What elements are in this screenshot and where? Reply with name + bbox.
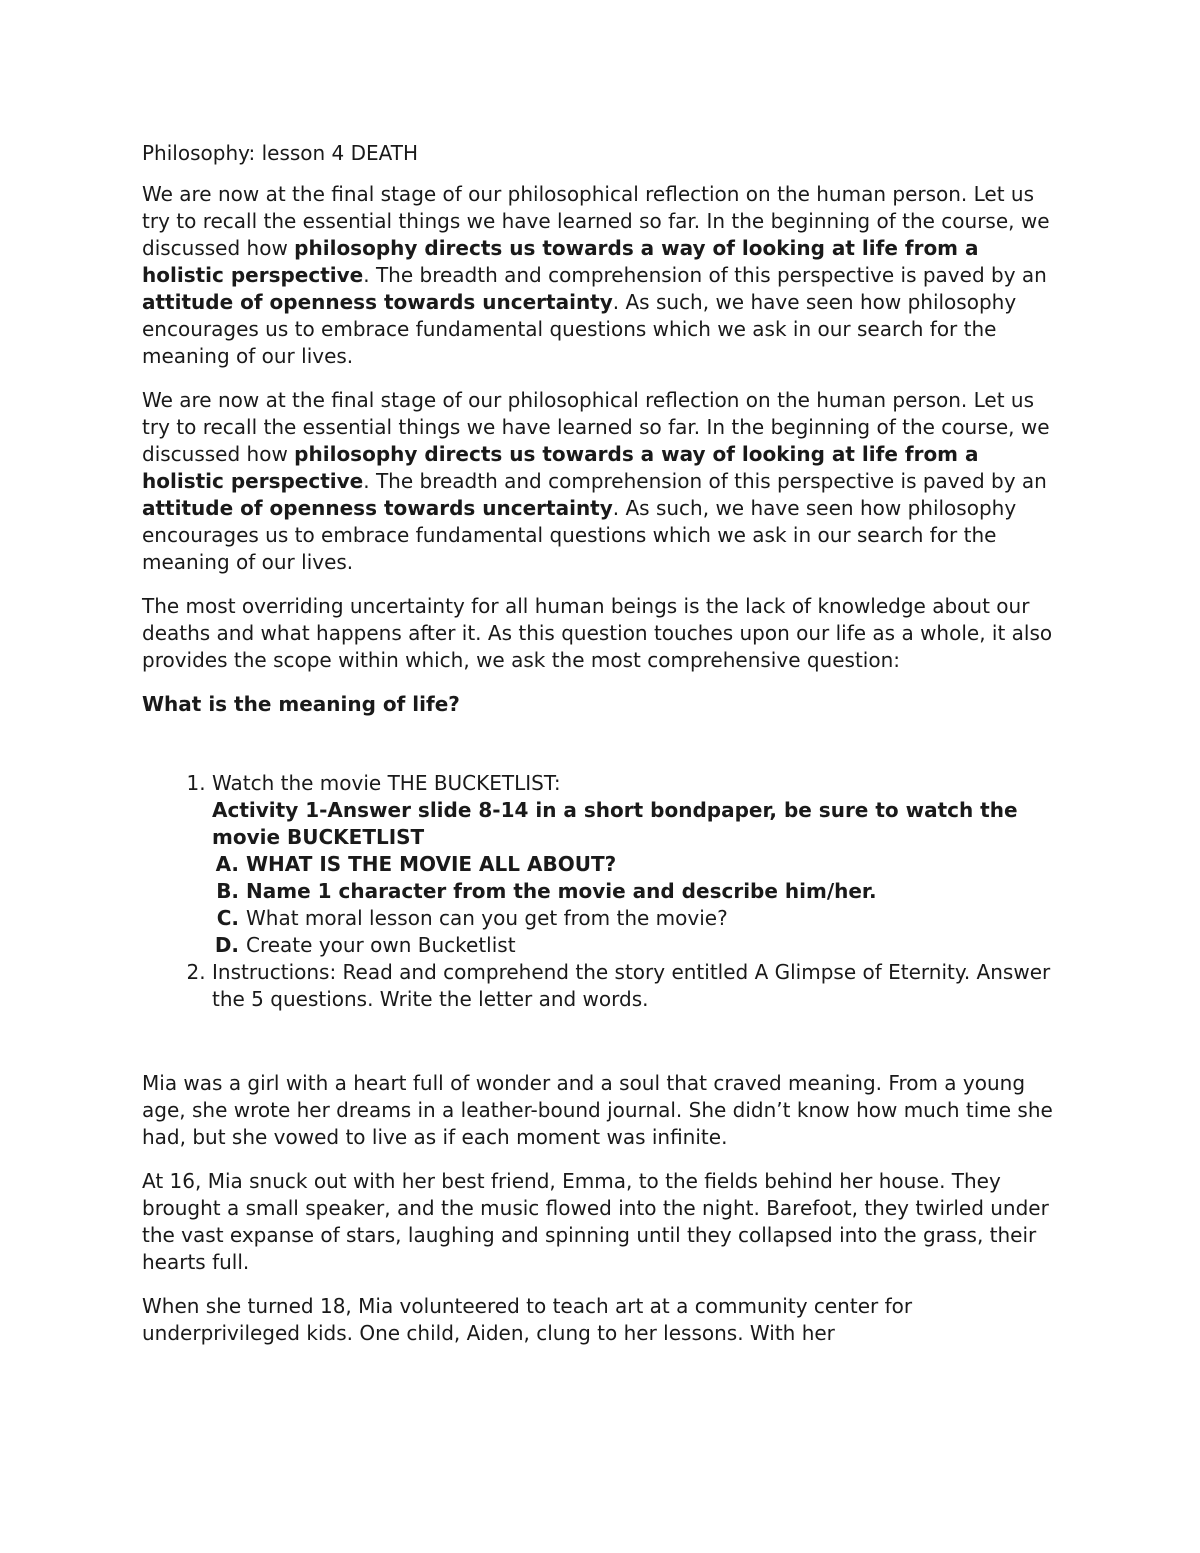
intro-text-3: . As such, we have seen how philosophy encourages us to embrace fundamental questions which we ask in our search for the meaning of our lives. — [142, 290, 1017, 368]
intro-bold-1: philosophy directs us towards a way of looking at life from a holistic perspective — [142, 442, 979, 493]
question-b: B. Name 1 character from the movie and describe him/her. — [246, 878, 1067, 905]
intro-bold-2: attitude of openness towards uncertainty — [142, 496, 613, 520]
spacer — [142, 718, 1067, 770]
activity-item-1 — [212, 770, 1067, 959]
intro-text-1: We are now at the final stage of our philosophical reflection on the human person. Let us try to recall the essential things we have learned so far. In the beginning of the course, we discussed how — [142, 388, 1050, 466]
uncertainty-paragraph: The most overriding uncertainty for all human beings is the lack of knowledge about our deaths and what happens after it. As this question touches upon our life as a whole, it also provides the scope within which, we ask the most comprehensive question: — [142, 594, 1053, 672]
intro-paragraph-1 — [142, 181, 1067, 370]
question-c: C. What moral lesson can you get from the movie? — [246, 905, 1067, 932]
story-paragraph-2: At 16, Mia snuck out with her best friend, Emma, to the fields behind her house. They brought a small speaker, and the music flowed into the night. Barefoot, they twirled under the vast expanse of stars, laughing and spinning until they collapsed into the grass, their hearts full. — [142, 1169, 1049, 1274]
document-page — [142, 140, 1067, 1364]
activity-1-heading: Activity 1-Answer slide 8-14 in a short bondpaper, be sure to watch the movie BUCKETLIST — [212, 798, 1018, 849]
intro-bold-2: attitude of openness towards uncertainty — [142, 290, 613, 314]
key-question: What is the meaning of life? — [142, 692, 460, 716]
activity-1-questions — [212, 851, 1067, 959]
intro-text-1: We are now at the final stage of our philosophical reflection on the human person. Let us try to recall the essential things we have learned so far. In the beginning of the course, we discussed how — [142, 182, 1050, 260]
activity-item-2 — [212, 959, 1067, 1013]
activity-2-instruction: Instructions: Read and comprehend the story entitled A Glimpse of Eternity. Answer the 5 questions. Write the letter and words. — [212, 960, 1051, 1011]
intro-bold-1: philosophy directs us towards a way of looking at life from a holistic perspective — [142, 236, 979, 287]
intro-paragraph-2 — [142, 387, 1067, 576]
question-d: D. Create your own Bucketlist — [246, 932, 1067, 959]
document-title: Philosophy: lesson 4 DEATH — [142, 141, 419, 165]
intro-text-3: . As such, we have seen how philosophy encourages us to embrace fundamental questions which we ask in our search for the meaning of our lives. — [142, 496, 1017, 574]
intro-text-2: . The breadth and comprehension of this perspective is paved by an — [363, 469, 1047, 493]
activity-list — [142, 770, 1067, 1013]
spacer — [142, 1013, 1067, 1070]
story-paragraph-3: When she turned 18, Mia volunteered to teach art at a community center for underprivileged kids. One child, Aiden, clung to her lessons. With her — [142, 1294, 913, 1345]
story-paragraph-1: Mia was a girl with a heart full of wonder and a soul that craved meaning. From a young age, she wrote her dreams in a leather-bound journal. She didn’t know how much time she had, but she vowed to live as if each moment was infinite. — [142, 1071, 1053, 1149]
question-a: A. WHAT IS THE MOVIE ALL ABOUT? — [246, 851, 1067, 878]
activity-1-instruction: 1. Watch the movie THE BUCKETLIST: — [212, 771, 561, 795]
intro-text-2: . The breadth and comprehension of this perspective is paved by an — [363, 263, 1047, 287]
